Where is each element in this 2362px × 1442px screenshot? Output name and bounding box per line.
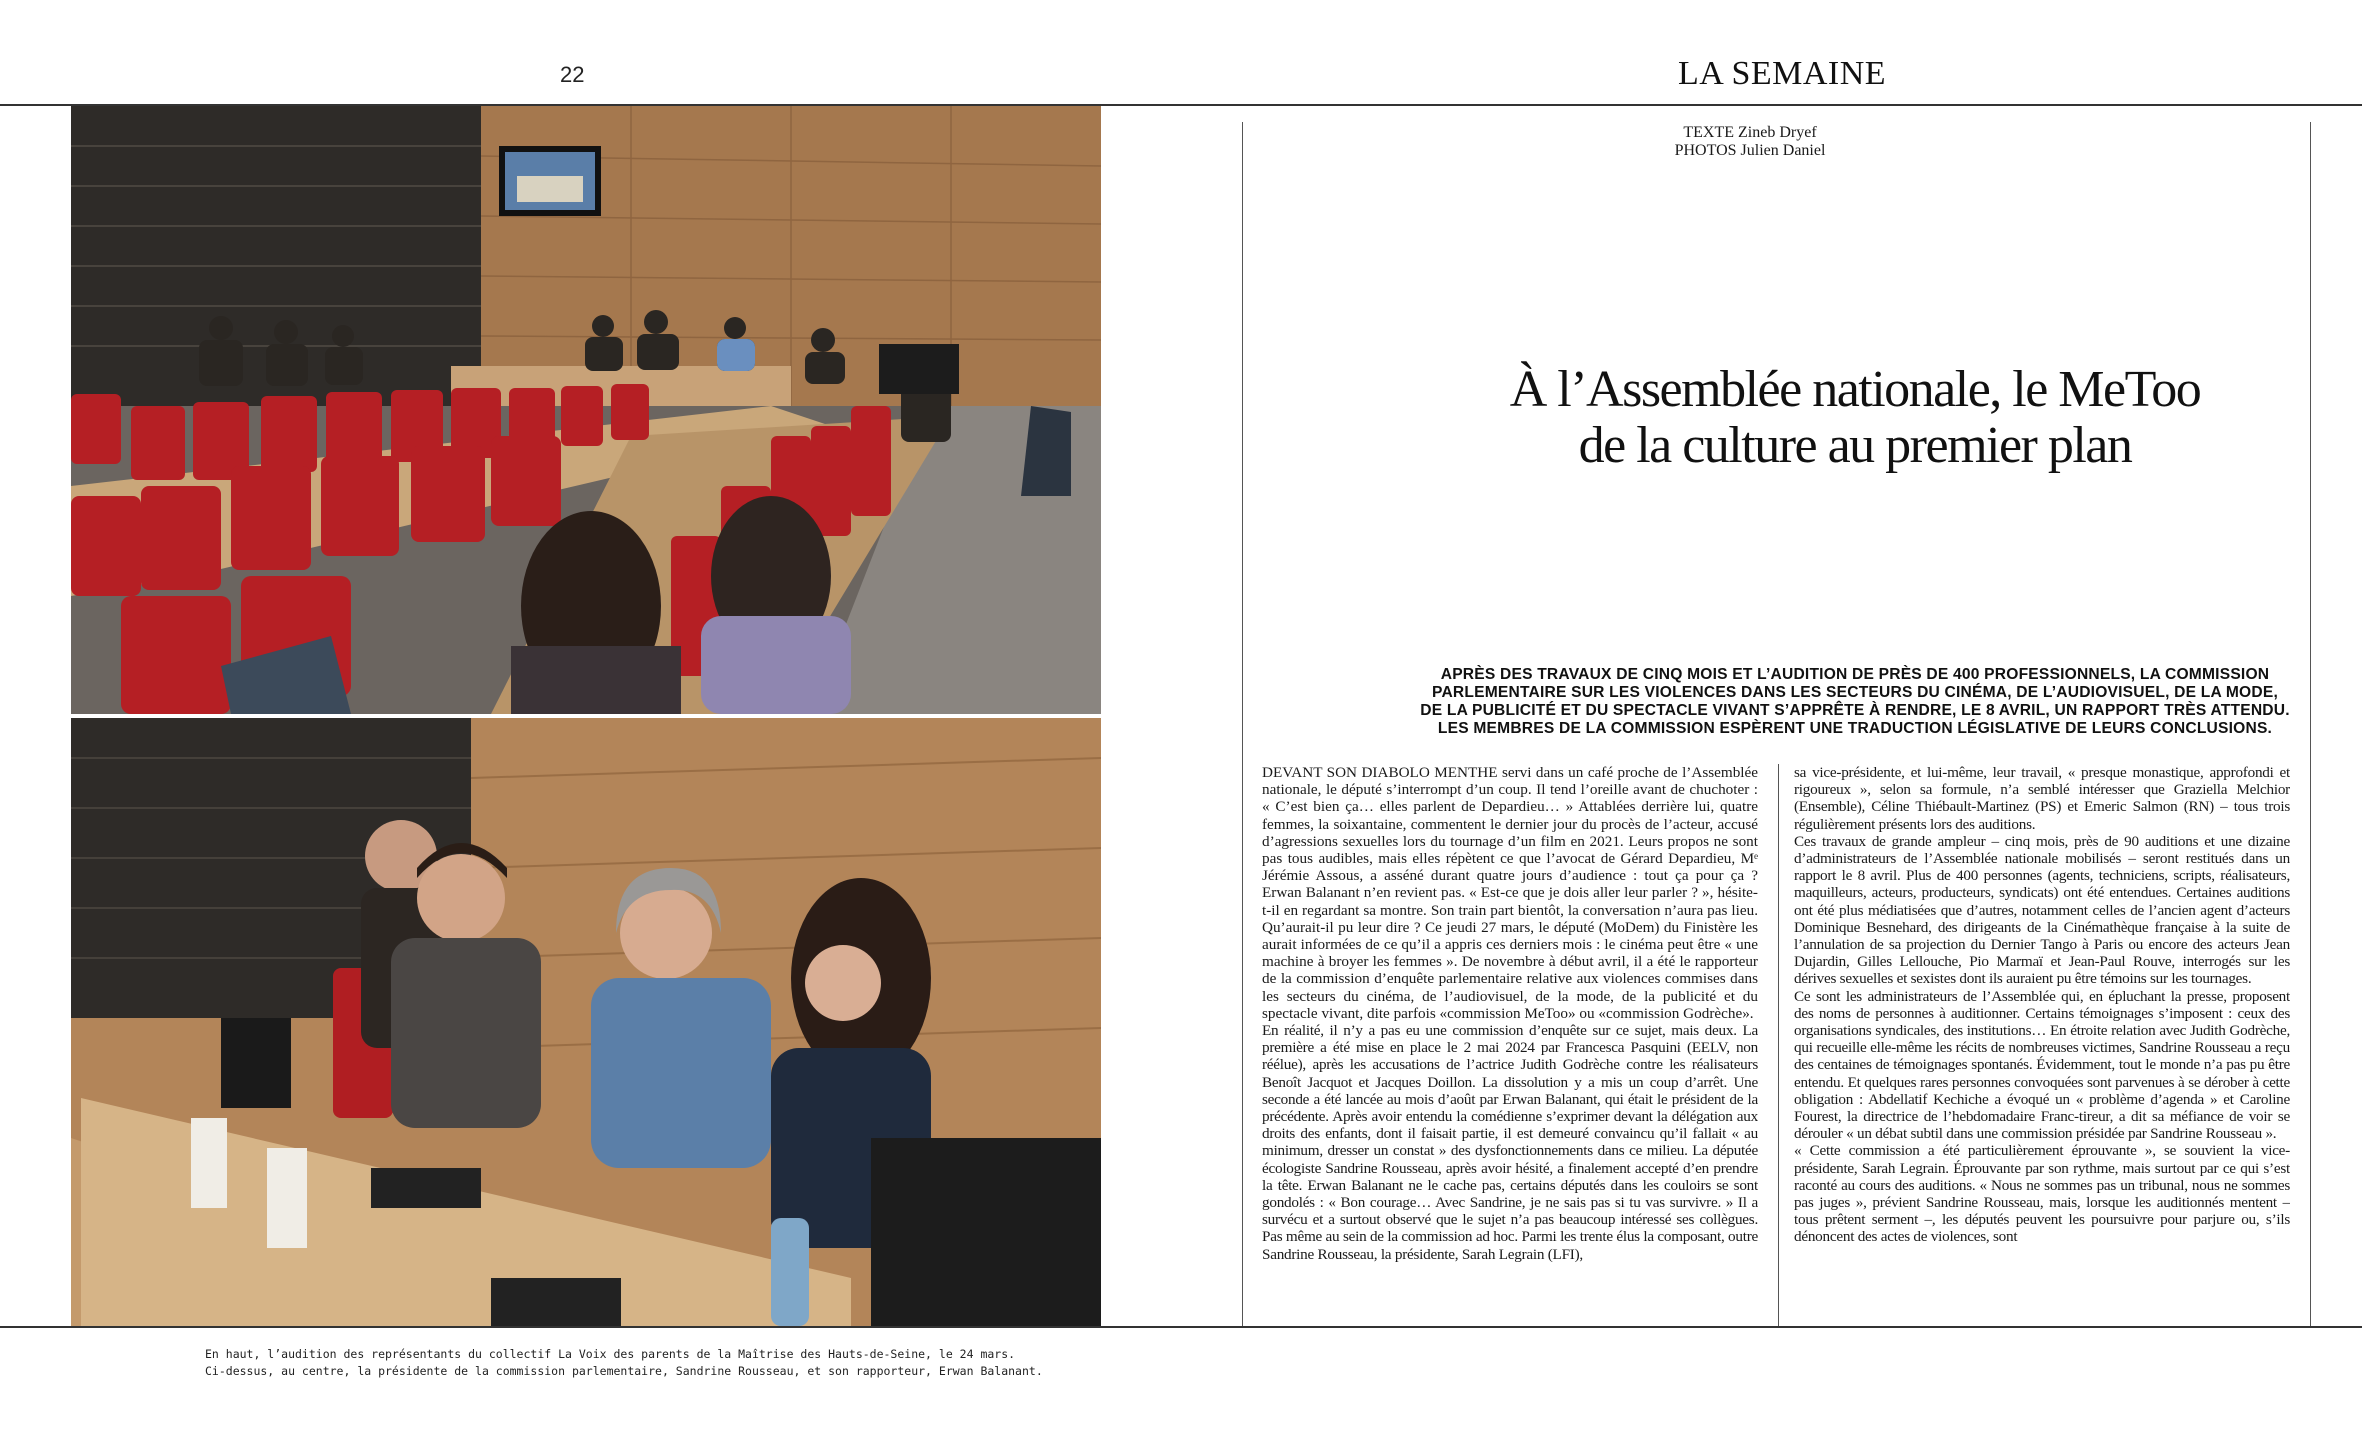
article-headline — [1280, 362, 2362, 474]
photo-hearing-room — [71, 106, 1101, 714]
article-credits — [1540, 124, 1960, 160]
tv-screen-icon — [499, 146, 601, 216]
photo-commission-members — [71, 718, 1101, 1326]
standfirst-line: PARLEMENTAIRE SUR LES VIOLENCES DANS LES SECTEURS DU CINÉMA, DE L’AUDIOVISUEL, DE LA MODE, — [1432, 684, 2278, 701]
body-paragraph: Ce sont les administrateurs de l’Assemblée qui, en épluchant la presse, proposent des noms de personnes à auditionner. Certains témoignages s’imposent : ceux des organisations syndicales, des institutions… En étroite relation avec Judith Godrèche, qui recueille elle-même les récits de nombreuses victimes, Sandrine Rousseau a reçu des centaines de témoignages spontanés. Évidemment, tout le monde n’a pas pu être entendu. Et quelques rares personnes convoquées sont parvenues à se dérober à cette obligation : Abdellatif Kechiche a évoqué un « problème d’agenda » et Caroline Fourest, la directrice de l’hebdomadaire Franc-tireur, a dit sa méfiance de voir se dérouler « un débat subtil dans une commission présidée par Sandrine Rousseau ». — [1794, 987, 2290, 1143]
page-number: 22 — [560, 62, 585, 87]
caption-line: En haut, l’audition des représentants du collectif La Voix des parents de la Maîtrise des Hauts-de-Seine, le 24 mars. — [205, 1347, 1016, 1361]
standfirst-line: DE LA PUBLICITÉ ET DU SPECTACLE VIVANT S’APPRÊTE À RENDRE, LE 8 AVRIL, UN RAPPORT TRÈS ATTENDU. — [1420, 702, 2290, 719]
column-divider-rule — [1778, 764, 1779, 1326]
body-paragraph: En réalité, il n’y a pas eu une commission d’enquête sur ce sujet, mais deux. La première a été mise en place le 2 mai 2024 par Francesca Pasquini (EELV, non réélue), après les accusations de l’actrice Judith Godrèche contre les réalisateurs Benoît Jacquot et Jacques Doillon. La dissolution y a mis un coup d’arrêt. Une seconde a été lancée au mois d’août par Erwan Balanant, qui était le président de la précédente. Après avoir entendu la comédienne s’exprimer devant la délégation aux droits des enfants, dont il faisait partie, il est demeuré convaincu qu’il fallait « au minimum, dresser un constat » des dysfonctionnements dans ce milieu. La députée écologiste Sandrine Rousseau, après avoir hésité, a finalement accepté d’en prendre la tête. Erwan Balanant ne le cache pas, certains députés dans les couloirs se sont gondolés : « Bon courage… Avec Sandrine, je ne sais pas si tu vas survivre. » Il a survécu et a surtout observé que le sujet n’a pas beaucoup intéressé ses collègues. Pas même au sein de la commission ad hoc. Parmi les trente élus la composant, outre Sandrine Rousseau, la présidente, Sarah Legrain (LFI), — [1262, 1022, 1758, 1263]
headline-line: À l’Assemblée nationale, le MeToo — [1509, 361, 2201, 418]
standfirst-line: LES MEMBRES DE LA COMMISSION ESPÈRENT UNE TRADUCTION LÉGISLATIVE DE LEURS CONCLUSIONS. — [1437, 720, 2273, 737]
text-credit: TEXTE Zineb Dryef — [1683, 124, 1817, 141]
article-column-2 — [1794, 764, 2290, 1320]
photo-caption — [205, 1346, 1105, 1380]
article-column-1 — [1262, 764, 1758, 1320]
standfirst-line: APRÈS DES TRAVAUX DE CINQ MOIS ET L’AUDITION DE PRÈS DE 400 PROFESSIONNELS, LA COMMISSION — [1440, 666, 2270, 683]
body-paragraph: DEVANT SON DIABOLO MENTHE servi dans un café proche de l’Assemblée nationale, le député s’interrompt d’un coup. Il tend l’oreille avant de chuchoter : « C’est bien ça… elles parlent de Depardieu… » Attablées derrière lui, quatre femmes, la soixantaine, commentent le dernier jour du procès de l’acteur, accusé d’agressions sexuelles lors du tournage d’un film en 2021. Leurs propos ne sont pas tous audibles, mais elles répètent ce que l’avocat de Gérard Depardieu, Mᵉ Jérémie Assous, a asséné durant quatre jours d’audience : tout ça pour ça ? Erwan Balanant n’en revient pas. « Est-ce que je dois aller leur parler ? », hésite-t-il en regardant sa montre. Son train part bientôt, la conversation n’aura pas lieu. Qu’aurait-il pu leur dire ? Ce jeudi 27 mars, le député (MoDem) du Finistère les aurait informées de ce qu’il a appris ces derniers mois : le cinéma peut être « une machine à broyer les femmes ». De novembre à début avril, il a été le rapporteur de la commission d’enquête parlementaire relative aux violences commises dans les secteurs du cinéma, de l’audiovisuel, de la mode, de la publicité et du spectacle vivant, dite parfois «commission MeToo» ou «commission Godrèche». — [1262, 764, 1758, 1022]
photo-credit: PHOTOS Julien Daniel — [1674, 142, 1826, 159]
body-paragraph: sa vice-présidente, et lui-même, leur travail, « presque monastique, approfondi et rigoureux », selon sa formule, n’a semblé intéresser que Graziella Melchior (Ensemble), Céline Thiébault-Martinez (PS) et Emeric Salmon (RN) – tous trois régulièrement présents lors des auditions. — [1794, 764, 2290, 833]
body-paragraph: Ces travaux de grande ampleur – cinq mois, près de 90 auditions et une dizaine d’administrateurs de l’Assemblée nationale mobilisés – seront restitués dans un rapport le 8 avril. Plus de 400 personnes (agents, techniciens, scripts, réalisateurs, maquilleurs, acteurs, producteurs, syndicats) ont été entendues. Certaines auditions ont été plus médiatisées que d’autres, notamment celles de l’ancien agent d’acteurs Dominique Besnehard, des dirigeants de la Cinémathèque française à la suite de l’annulation de sa projection du Dernier Tango à Paris ou encore des acteurs Jean Dujardin, Gilles Lellouche, Pio Marmaï et Jean-Paul Rouve, interrogés sur les dérives sexuelles et sexistes dont ils auraient pu être témoins sur les tournages. — [1794, 832, 2290, 988]
caption-line: Ci-dessus, au centre, la présidente de la commission parlementaire, Sandrine Rousseau, et son rapporteur, Erwan Balanant. — [205, 1364, 1043, 1378]
footer-rule — [0, 1326, 2362, 1328]
article-standfirst — [1285, 666, 2362, 738]
section-title: LA SEMAINE — [1678, 55, 1887, 92]
headline-line: de la culture au premier plan — [1578, 417, 2132, 474]
left-margin-rule — [1242, 122, 1243, 1326]
body-paragraph: « Cette commission a été particulièrement éprouvante », se souvient la vice-présidente, Sarah Legrain. Éprouvante par son rythme, mais surtout par ce qui s’est raconté au cours des auditions. « Nous ne sommes pas un tribunal, nous ne sommes pas juges », prévient Sandrine Rousseau, mais, lorsque les auditionnés mentent – tous prêtent serment –, les députés peuvent les poursuivre pour parjure ou, s’ils dénoncent des actes de violences, sont — [1794, 1142, 2290, 1246]
